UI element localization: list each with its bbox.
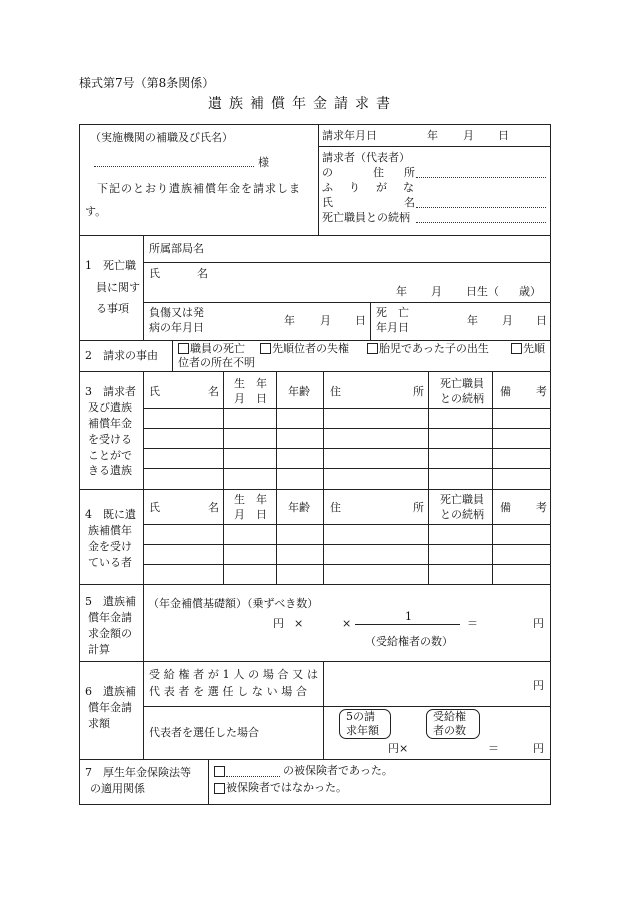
claim-date-year: 年 bbox=[427, 129, 438, 142]
reason-forfeiture-label: 先順位者の失権 bbox=[272, 342, 349, 355]
single-claimant-l1: 受給権者が1人の場合又は bbox=[149, 668, 318, 681]
col4-name-b: 名 bbox=[208, 501, 219, 514]
section6-label-l1: 6 遺族補 bbox=[85, 685, 136, 698]
col-address-b: 所 bbox=[413, 385, 424, 398]
col4-address-a: 住 bbox=[330, 501, 341, 514]
section4-label-l3: 金を受け bbox=[88, 540, 132, 553]
representative-label: 請求者（代表者） bbox=[322, 151, 410, 164]
col-birth-l2: 月 日 bbox=[234, 392, 267, 405]
col4-relation-l1: 死亡職員 bbox=[440, 493, 484, 506]
furigana-label: ふりがな bbox=[322, 181, 414, 194]
rep-yen-times: 円× bbox=[388, 742, 409, 755]
addressee-honorific: 様 bbox=[258, 156, 269, 169]
col-birth-l1: 生 年 bbox=[234, 377, 267, 390]
col-remarks-b: 考 bbox=[536, 385, 547, 398]
section5-label-l2: 償年金請 bbox=[88, 611, 132, 624]
reason-forfeiture-checkbox[interactable] bbox=[260, 343, 271, 354]
claimant-name-a: 氏 bbox=[322, 196, 333, 209]
relation-label: 死亡職員との続柄 bbox=[322, 211, 410, 224]
calc-numerator: 1 bbox=[405, 610, 412, 623]
amount5-label-l2: 求年額 bbox=[346, 724, 379, 737]
reason-birth-label: 胎児であった子の出生 bbox=[379, 342, 489, 355]
section6-label-l2: 償年金請 bbox=[88, 701, 132, 714]
single-amount-yen: 円 bbox=[533, 679, 544, 692]
birth-month: 月 bbox=[431, 285, 442, 298]
calc-equals: ＝ bbox=[467, 617, 478, 630]
department-label: 所属部局名 bbox=[149, 242, 204, 255]
section4-label-l1: 4 既に遺 bbox=[85, 508, 136, 521]
section5-label-l4: 計算 bbox=[88, 643, 110, 656]
claim-date-month: 月 bbox=[463, 129, 474, 142]
fraction-bar bbox=[355, 624, 460, 625]
reason-missing-label-a: 先順 bbox=[523, 342, 545, 355]
death-day: 日 bbox=[536, 314, 547, 327]
claimant-count-l2: 者の数 bbox=[433, 724, 466, 737]
birth-year: 年 bbox=[396, 285, 407, 298]
injury-date-label-l1: 負傷又は発 bbox=[149, 306, 204, 319]
section2-label: 2 請求の事由 bbox=[85, 349, 158, 362]
section3-label-l4: を受ける bbox=[88, 433, 132, 446]
insured-checkbox[interactable] bbox=[214, 766, 225, 777]
col4-relation-l2: との続柄 bbox=[440, 508, 484, 521]
col4-age: 年齢 bbox=[288, 501, 310, 514]
section1-label-l1: 1 死亡職 bbox=[85, 259, 136, 272]
section1-label-l3: る事項 bbox=[96, 302, 129, 315]
name-field-line[interactable] bbox=[416, 207, 546, 208]
calc-denominator: （受給権者の数） bbox=[365, 635, 453, 648]
death-month: 月 bbox=[502, 314, 513, 327]
reason-death-checkbox[interactable] bbox=[178, 343, 189, 354]
section7-label-l2: の適用関係 bbox=[90, 782, 145, 795]
address-label-b: 住 bbox=[373, 166, 384, 179]
rep-equals: ＝ bbox=[488, 742, 499, 755]
not-insured-label: 被保険者ではなかった。 bbox=[226, 781, 347, 794]
reason-missing-label-b: 位者の所在不明 bbox=[178, 356, 255, 369]
reason-death-label: 職員の死亡 bbox=[190, 342, 245, 355]
section5-label-l3: 求金額の bbox=[88, 627, 132, 640]
col4-birth-l1: 生 年 bbox=[234, 493, 267, 506]
address-label-c: 所 bbox=[404, 166, 415, 179]
col4-birth-l2: 月 日 bbox=[234, 508, 267, 521]
deceased-name-a: 氏 bbox=[149, 267, 160, 280]
claimant-name-b: 名 bbox=[404, 196, 415, 209]
insured-label: の被保険者であった。 bbox=[283, 764, 393, 777]
section3-label-l5: ことがで bbox=[88, 449, 132, 462]
representative-case-label: 代表者を選任した場合 bbox=[149, 726, 259, 739]
rep-yen-result: 円 bbox=[533, 742, 544, 755]
claim-date-label: 請求年月日 bbox=[322, 129, 377, 142]
death-year: 年 bbox=[467, 314, 478, 327]
col-age: 年齢 bbox=[288, 385, 310, 398]
not-insured-checkbox[interactable] bbox=[214, 783, 225, 794]
col-remarks-a: 備 bbox=[500, 385, 511, 398]
reason-missing-checkbox[interactable] bbox=[511, 343, 522, 354]
section3-label-l2: 及び遺族 bbox=[88, 401, 132, 414]
calc-basis-label: （年金補償基礎額）（乗ずべき数） bbox=[148, 597, 319, 610]
col-relation-l2: との続柄 bbox=[440, 392, 484, 405]
injury-day: 日 bbox=[355, 314, 366, 327]
claim-date-day: 日 bbox=[498, 129, 509, 142]
col4-address-b: 所 bbox=[413, 501, 424, 514]
claimant-count-l1: 受給権 bbox=[433, 710, 466, 723]
section4-label-l2: 族補償年 bbox=[88, 524, 132, 537]
section3-label-l3: 補償年金 bbox=[88, 417, 132, 430]
section1-label-l2: 員に関す bbox=[96, 281, 140, 294]
injury-date-label-l2: 病の年月日 bbox=[149, 321, 204, 334]
deceased-age: 歳） bbox=[519, 285, 541, 298]
calc-yen-1: 円 bbox=[273, 617, 284, 630]
request-statement-line1: 下記のとおり遺族補償年金を請求しま bbox=[97, 182, 301, 195]
injury-month: 月 bbox=[320, 314, 331, 327]
col4-name-a: 氏 bbox=[149, 501, 160, 514]
insurance-name-line[interactable] bbox=[226, 776, 280, 777]
section6-label-l3: 求額 bbox=[88, 717, 110, 730]
section7-label-l1: 7 厚生年金保険法等 bbox=[85, 766, 191, 779]
section3-label-l1: 3 請求者 bbox=[85, 385, 136, 398]
single-claimant-l2: 代表者を選任しない場合 bbox=[149, 685, 307, 698]
death-date-label-l2: 年月日 bbox=[376, 321, 409, 334]
deceased-name-b: 名 bbox=[197, 267, 208, 280]
form-number: 様式第7号（第8条関係） bbox=[79, 76, 215, 90]
calc-yen-2: 円 bbox=[533, 617, 544, 630]
section5-label-l1: 5 遺族補 bbox=[85, 595, 136, 608]
request-statement-line2: す。 bbox=[85, 205, 107, 218]
amount5-label-l1: 5の請 bbox=[346, 710, 375, 723]
death-date-label-l1: 死 亡 bbox=[376, 306, 409, 319]
birth-day: 日生（ bbox=[466, 285, 499, 298]
calc-times-2: × bbox=[342, 617, 352, 630]
col-relation-l1: 死亡職員 bbox=[440, 377, 484, 390]
section3-label-l6: きる遺族 bbox=[88, 464, 132, 477]
reason-birth-checkbox[interactable] bbox=[367, 343, 378, 354]
addressee-name-line bbox=[94, 166, 254, 167]
col-name-b: 名 bbox=[208, 385, 219, 398]
col-name-a: 氏 bbox=[149, 385, 160, 398]
section4-label-l4: ている者 bbox=[88, 556, 132, 569]
col4-remarks-b: 考 bbox=[536, 501, 547, 514]
address-label-a: の bbox=[322, 166, 333, 179]
addressee-label: （実施機関の補職及び氏名） bbox=[90, 131, 233, 144]
page-title: 遺族補償年金請求書 bbox=[208, 96, 397, 112]
calc-times-1: × bbox=[294, 617, 304, 630]
relation-field-line[interactable] bbox=[416, 222, 546, 223]
injury-year: 年 bbox=[284, 314, 295, 327]
address-field-line[interactable] bbox=[416, 177, 546, 178]
col4-remarks-a: 備 bbox=[500, 501, 511, 514]
col-address-a: 住 bbox=[330, 385, 341, 398]
